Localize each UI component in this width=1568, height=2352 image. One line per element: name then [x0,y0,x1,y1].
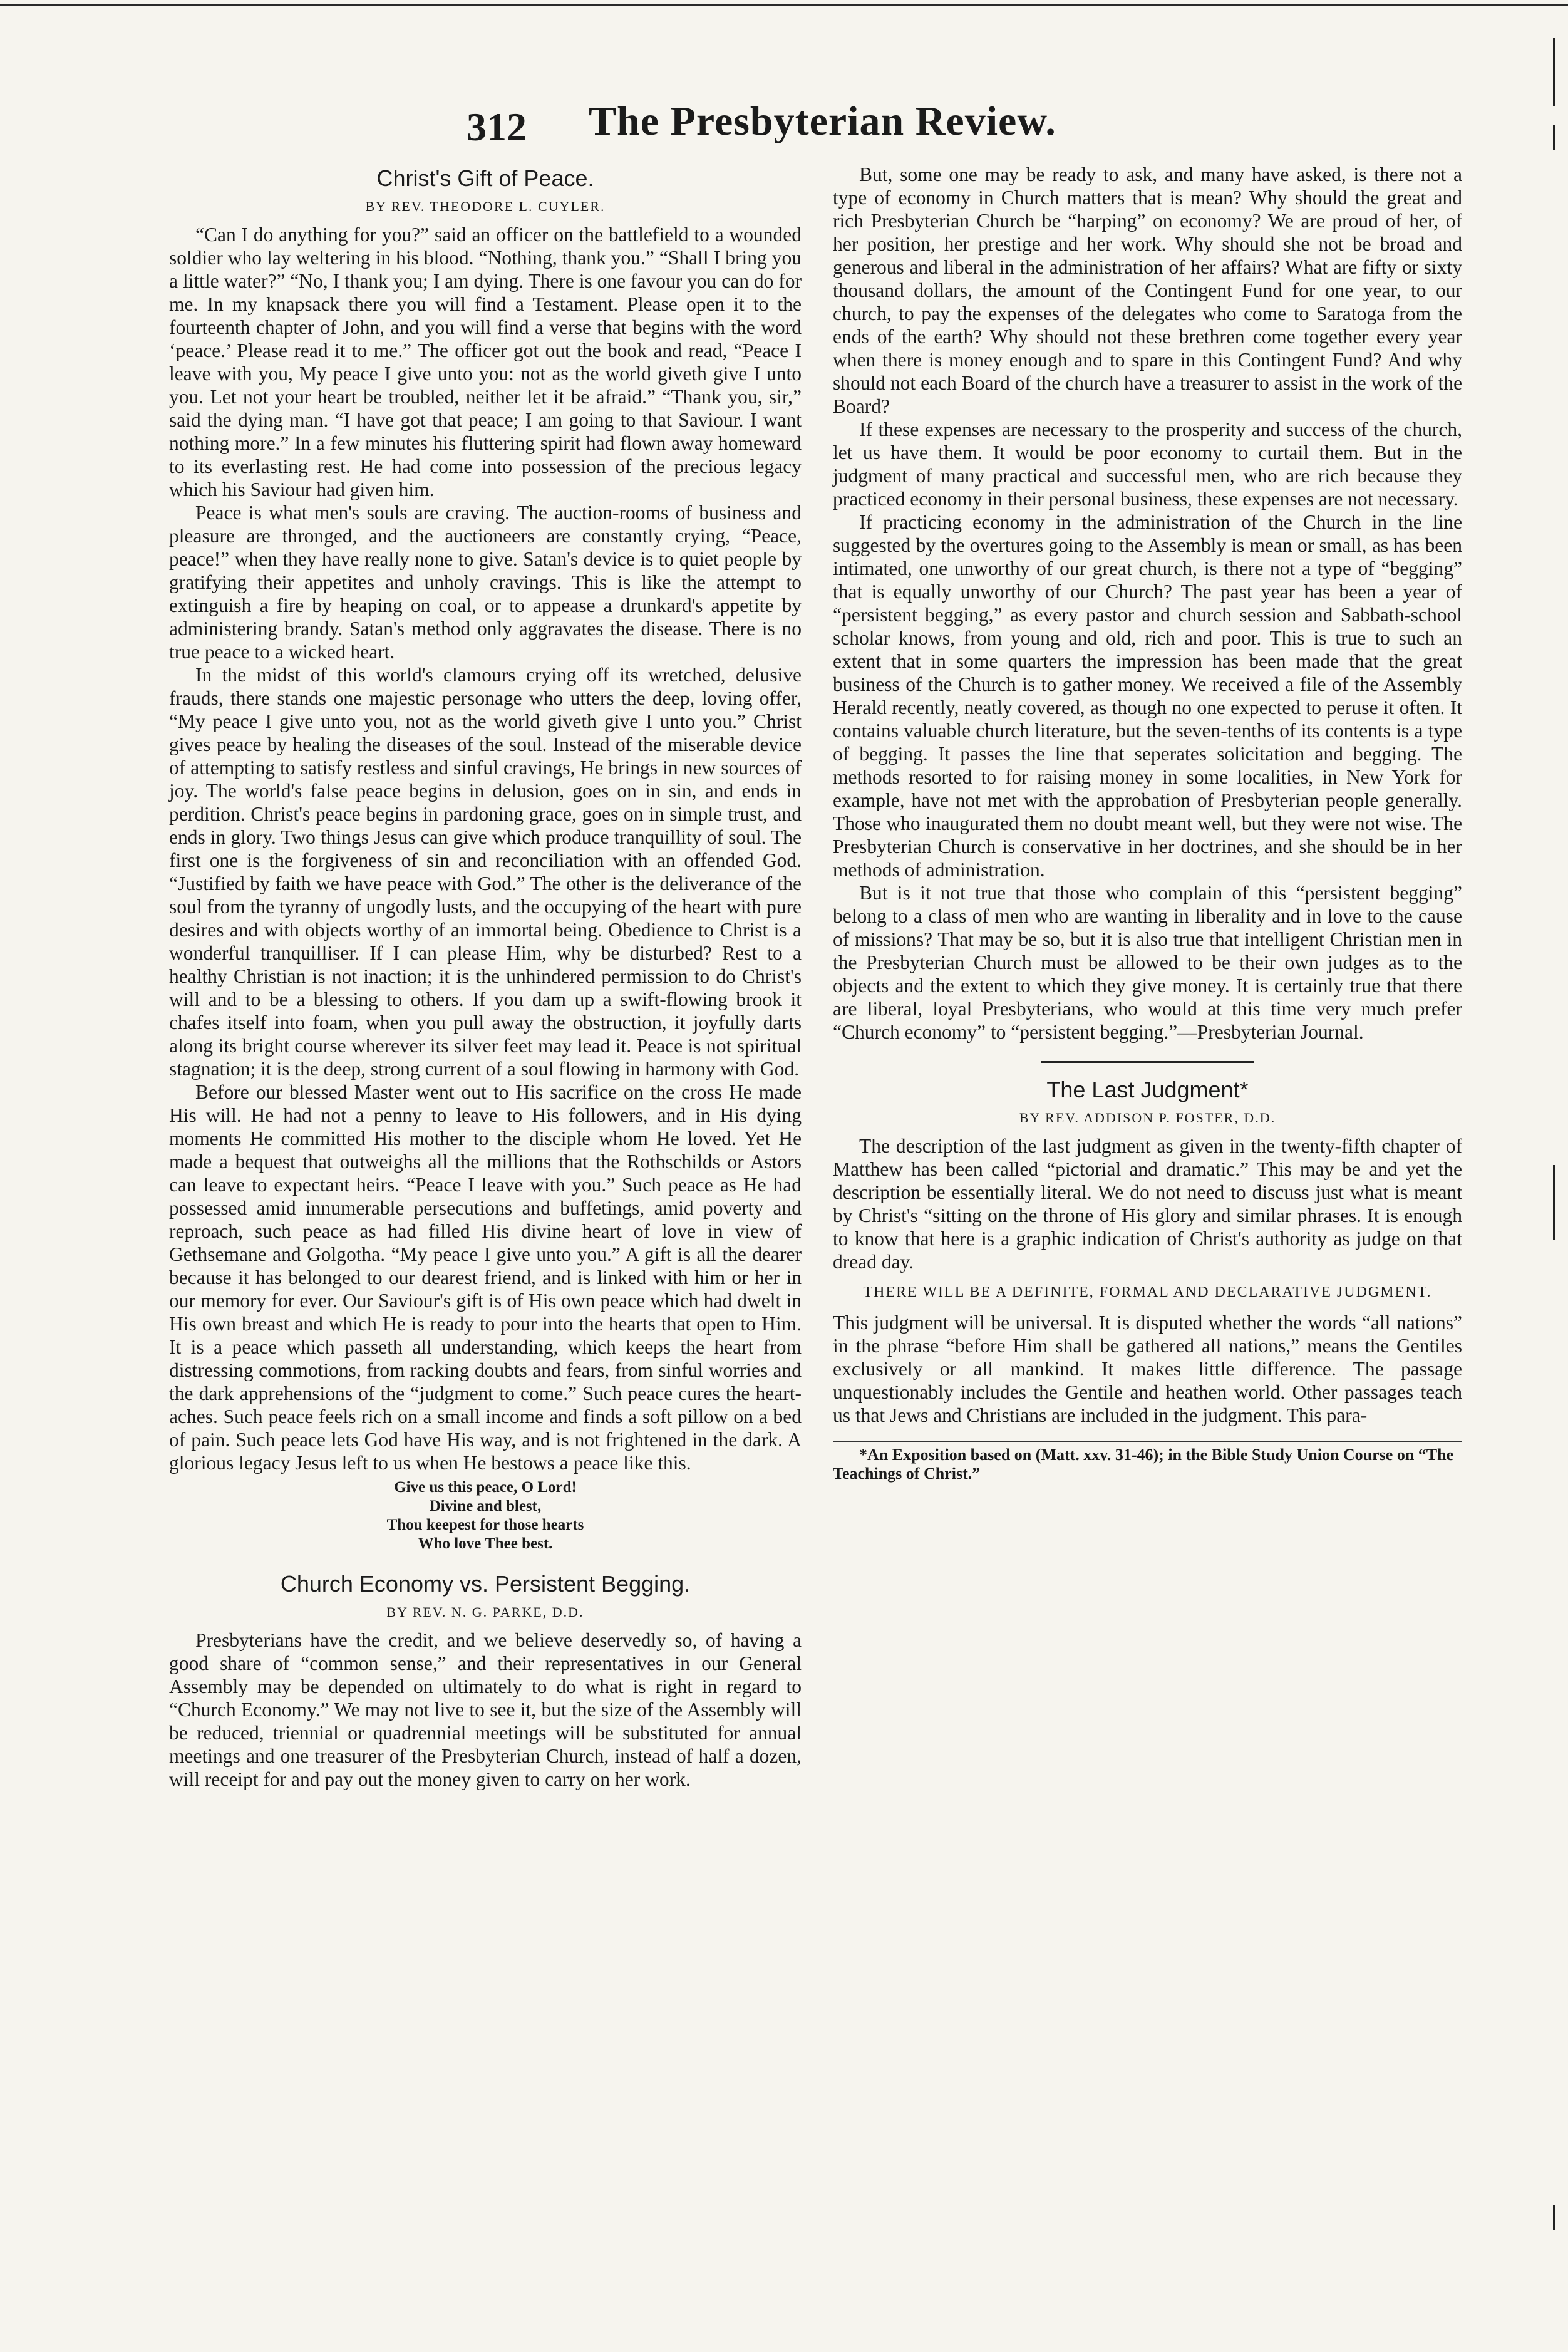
left-column [169,163,802,1791]
article-paragraph: In the midst of this world's clamours crying off its wretched, delusive frauds, there stands one majestic personage who utters the deep, loving offer, “My peace I give unto you, not as the world giveth give I unto you.” Christ gives peace by healing the diseases of the soul. Instead of the miserable device of attempting to satisfy restless and sinful cravings, He brings in new sources of joy. The world's false peace begins in delusion, goes on in sin, and ends in perdition. Christ's peace begins in pardoning grace, goes on in simple trust, and ends in glory. Two things Jesus can give which produce tranquillity of soul. The first one is the forgiveness of sin and reconciliation with an offended God. “Justified by faith we have peace with God.” The other is the deliverance of the soul from the tyranny of ungodly lusts, and the occupying of the heart with pure desires and with objects worthy of an immortal being. Obedience to Christ is a wonderful tranquilliser. If I can please Him, why be disturbed? Rest to a healthy Christian is not inaction; it is the unhindered permission to do Christ's will and to be a blessing to others. If you dam up a swift-flowing brook it chafes itself into foam, when you pull away the obstruction, it joyfully darts along its bright course wherever its silver feet may lead it. Peace is not spiritual stagnation; it is the deep, strong current of a soul flowing in harmony with God. [169,664,802,1080]
article-paragraph: Presbyterians have the credit, and we believe deservedly so, of having a good share of “common sense,” and their representatives in our General Assembly may be depended on ultimately to do what is right in regard to “Church Economy.” We may not live to see it, but the size of the Assembly will be reduced, triennial or quadrennial meetings will be substituted for annual meetings and one treasurer of the Presbyterian Church, instead of half a dozen, will receipt for and pay out the money given to carry on her work. [169,1629,802,1790]
article-byline-parke: BY REV. N. G. PARKE, D.D. [386,1604,584,1620]
article-paragraph: But is it not true that those who complain of this “persistent begging” belong to a class of men who are wanting in liberality and in love to the cause of missions? That may be so, but it is also true that intelligent Christian men in the Presbyterian Church must be allowed to be their own judges as to the objects and the extent to which they give money. It is certainly true that there are liberal, loyal Presbyterians, who would at this time very much prefer “Church economy” to “persistent begging.”—Presbyterian Journal. [833,882,1462,1043]
article-paragraph: If these expenses are necessary to the prosperity and success of the church, let us have them. It would be poor economy to curtail them. But in the judgment of many practical and successful men, who are rich because they practiced economy in their personal business, these expenses are not necessary. [833,418,1462,510]
article-divider [1041,1061,1254,1063]
article-byline-cuyler: BY REV. THEODORE L. CUYLER. [365,199,606,214]
footnote-rule [833,1441,1462,1442]
article-paragraph: “Can I do anything for you?” said an officer on the battlefield to a wounded soldier who lay weltering in his blood. “Nothing, thank you.” “Shall I bring you a little water?” “No, I thank you; I am dying. There is one favour you can do for me. In my knapsack there you will find a Testament. Please open it to the fourteenth chapter of John, and you will find a verse that begins with the word ‘peace.’ Please read it to me.” The officer got out the book and read, “Peace I leave with you, My peace I give unto you: not as the world giveth give I unto you. Let not your heart be troubled, neither let it be afraid.” “Thank you, sir,” said the dying man. “I have got that peace; I am going to that Saviour. I want nothing more.” In a few minutes his fluttering spirit had flown away homeward to its everlasting rest. He had come into possession of the precious legacy which his Saviour had given him. [169,224,802,500]
article-paragraph: Peace is what men's souls are craving. The auction-rooms of business and pleasure are thronged, and the auctioneers are constantly crying, “Peace, peace!” when they have really none to give. Satan's device is to quiet people by gratifying their appetites and unholy cravings. This is like the attempt to extinguish a fire by heaping on coal, or to appease a drunkard's appetite by administering brandy. Satan's method only aggravates the disease. There is no true peace to a wicked heart. [169,502,802,663]
page-edge-marks [1530,25,1555,2311]
page-header [0,94,1568,169]
closing-verse [169,1478,802,1553]
article-title-last-judgment: The Last Judgment* [1046,1077,1249,1102]
article-title-christs-gift: Christ's Gift of Peace. [376,165,594,191]
article-paragraph: Before our blessed Master went out to His sacrifice on the cross He made His will. He had not a penny to leave to His followers, and in His dying moments He committed His mother to the disciple whom He loved. Yet He made a bequest that outweighs all the millions that the Rothschilds or Astors can leave to expectant heirs. “Peace I leave with you.” Such peace as He had possessed amid innumerable persecutions and buffetings, amid poverty and reproach, such peace as had filled His divine heart of love in view of Gethsemane and Golgotha. “My peace I give unto you.” A gift is all the dearer because it has belonged to our dearest friend, and is linked with him or her in our memory for ever. Our Saviour's gift is of His own peace which had dwelt in His own breast and which He is ready to pour into the hearts that open to Him. It is a peace which passeth all understanding, which keeps the heart from distressing commotions, from racking doubts and fears, from sinful worries and the dark apprehensions of the “judgment to come.” Such peace cures the heart-aches. Such peace feels rich on a small income and finds a soft pillow on a bed of pain. Such peace lets God have His way, and is not frightened in the dark. A glorious legacy Jesus left to us when He bestows a peace like this. [169,1081,802,1474]
verse-line: Give us this peace, O Lord! [394,1479,577,1496]
article-paragraph: But, some one may be ready to ask, and many have asked, is there not a type of economy in Church matters that is mean? Why should the great and rich Presbyterian Church be “harping” on economy? We are proud of her, of her position, her prestige and her work. Why should she not be broad and generous and liberal in the administration of her affairs? What are fifty or sixty thousand dollars, the amount of the Contingent Fund for one year, to our church, to pay the expenses of the delegates who come to Saratoga from the ends of the earth? Why should not these brethren come together every year when there is money enough and to spare in this Contingent Fund? And why should not each Board of the church have a treasurer to assist in the work of the Board? [833,163,1462,417]
verse-line: Thou keepest for those hearts [386,1516,584,1533]
verse-line: Divine and blest, [429,1498,542,1515]
article-paragraph: This judgment will be universal. It is disputed whether the words “all nations” in the phrase “before Him shall be gathered all nations,” means the Gentiles exclusively or all mankind. It makes little difference. The passage unquestionably includes the Gentile and heathen world. Other passages teach us that Jews and Christians are included in the judgment. This para- [833,1312,1462,1426]
article-paragraph: The description of the last judgment as given in the twenty-fifth chapter of Matthew has been called “pictorial and dramatic.” This may be and yet the description be essentially literal. We do not need to discuss just what is meant by Christ's “sitting on the throne of His glory and similar phrases. It is enough to know that here is a graphic indication of Christ's authority as judge on that dread day. [833,1135,1462,1273]
article-byline-foster: BY REV. ADDISON P. FOSTER, D.D. [1019,1110,1276,1126]
top-rule [0,4,1568,6]
journal-title: The Presbyterian Review. [589,98,1056,144]
right-column [833,163,1462,1483]
article-title-church-economy: Church Economy vs. Persistent Begging. [280,1571,691,1597]
verse-line: Who love Thee best. [418,1535,553,1552]
section-heading: THERE WILL BE A DEFINITE, FORMAL AND DECLARATIVE JUDGMENT. [863,1284,1432,1300]
article-paragraph: If practicing economy in the administration of the Church in the line suggested by the overtures going to the Assembly is mean or small, as has been intimated, one unworthy of our great church, is there not a type of “begging” that is equally unworthy of our Church? The past year has been a year of “persistent begging,” as every pastor and church session and Sabbath-school scholar knows, from young and old, rich and poor. This is true to such an extent that in some quarters the impression has been made that the great business of the Church is to gather money. We received a file of the Assembly Herald recently, neatly covered, as though no one expected to peruse it often. It contains valuable church literature, but the seven-tenths of its contents is a type of begging. It passes the line that seperates solicitation and begging. The methods resorted to for raising money in some localities, in New York for example, have not met with the approbation of Presbyterian people generally. Those who inaugurated them no doubt meant well, but they were not wise. The Presbyterian Church is conservative in her doctrines, and she should be in her methods of administration. [833,511,1462,881]
footnote: *An Exposition based on (Matt. xxv. 31-46); in the Bible Study Union Course on “The Teachings of Christ.” [833,1446,1454,1483]
page-number: 312 [467,105,527,149]
